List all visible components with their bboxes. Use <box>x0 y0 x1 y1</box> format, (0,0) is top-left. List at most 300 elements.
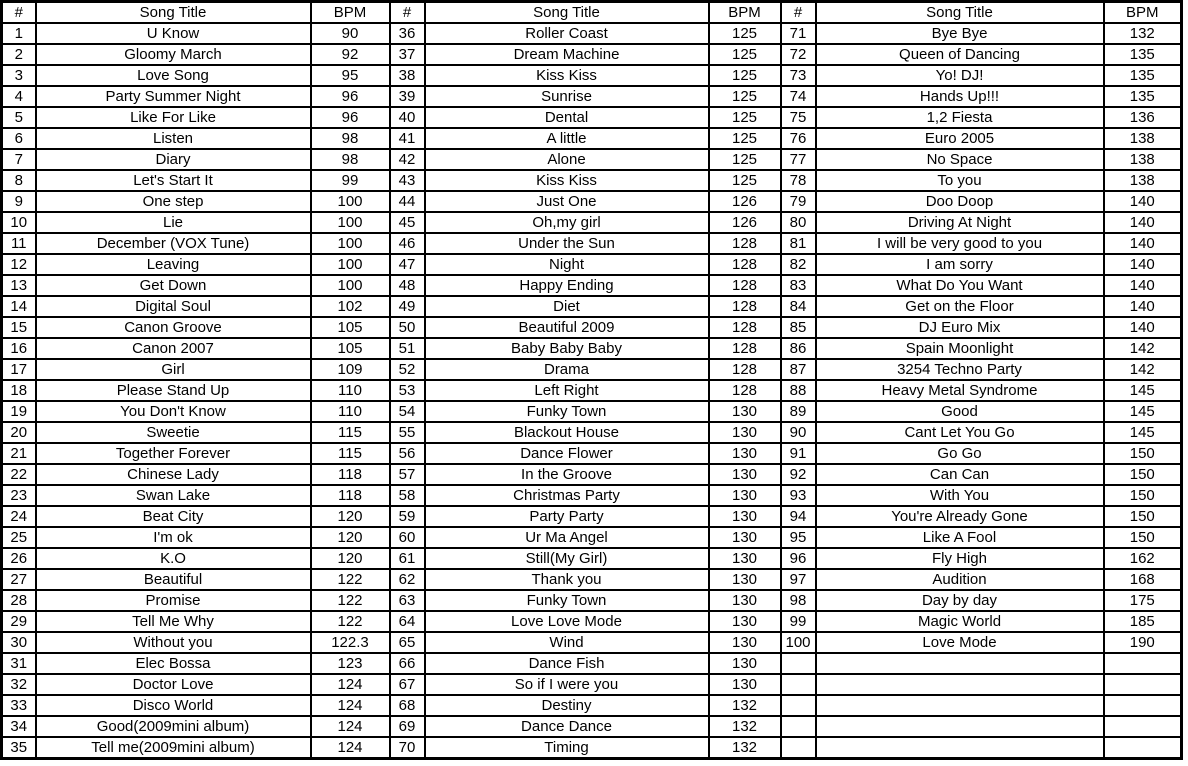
table-row <box>2 485 1182 506</box>
song-title-cell: DJ Euro Mix <box>816 317 1104 338</box>
song-title-cell: Just One <box>425 191 709 212</box>
table-row <box>2 506 1182 527</box>
bpm-cell: 140 <box>1104 212 1182 233</box>
empty-cell <box>1104 653 1182 674</box>
bpm-cell: 128 <box>709 296 781 317</box>
table-row <box>2 107 1182 128</box>
empty-cell <box>1104 737 1182 759</box>
table-row <box>2 275 1182 296</box>
bpm-cell: 118 <box>311 464 390 485</box>
row-number-cell: 78 <box>781 170 816 191</box>
empty-cell <box>1104 695 1182 716</box>
song-title-cell: I will be very good to you <box>816 233 1104 254</box>
empty-cell <box>781 653 816 674</box>
row-number-cell: 49 <box>390 296 425 317</box>
song-title-cell: Sunrise <box>425 86 709 107</box>
bpm-cell: 140 <box>1104 275 1182 296</box>
song-title-cell: Party Summer Night <box>36 86 311 107</box>
song-title-cell: Destiny <box>425 695 709 716</box>
song-title-cell: Diet <box>425 296 709 317</box>
row-number-cell: 53 <box>390 380 425 401</box>
song-title-cell: To you <box>816 170 1104 191</box>
bpm-cell: 130 <box>709 464 781 485</box>
song-title-cell: Drama <box>425 359 709 380</box>
song-title-cell: Disco World <box>36 695 311 716</box>
row-number-cell: 43 <box>390 170 425 191</box>
bpm-cell: 115 <box>311 443 390 464</box>
row-number-cell: 37 <box>390 44 425 65</box>
bpm-cell: 123 <box>311 653 390 674</box>
bpm-cell: 130 <box>709 653 781 674</box>
row-number-cell: 20 <box>2 422 36 443</box>
table-row <box>2 338 1182 359</box>
row-number-cell: 88 <box>781 380 816 401</box>
row-number-cell: 31 <box>2 653 36 674</box>
song-title-cell: Doctor Love <box>36 674 311 695</box>
row-number-cell: 61 <box>390 548 425 569</box>
row-number-cell: 77 <box>781 149 816 170</box>
song-title-cell: Yo! DJ! <box>816 65 1104 86</box>
bpm-cell: 136 <box>1104 107 1182 128</box>
row-number-cell: 68 <box>390 695 425 716</box>
song-title-cell: Love Song <box>36 65 311 86</box>
row-number-cell: 16 <box>2 338 36 359</box>
song-title-cell: Beautiful <box>36 569 311 590</box>
song-title-cell: Party Party <box>425 506 709 527</box>
row-number-cell: 10 <box>2 212 36 233</box>
bpm-cell: 128 <box>709 359 781 380</box>
song-title-cell: Dance Dance <box>425 716 709 737</box>
song-title-header: Song Title <box>425 2 709 24</box>
song-title-cell: Day by day <box>816 590 1104 611</box>
bpm-cell: 138 <box>1104 170 1182 191</box>
bpm-cell: 130 <box>709 506 781 527</box>
row-number-cell: 60 <box>390 527 425 548</box>
song-title-cell: I am sorry <box>816 254 1104 275</box>
bpm-cell: 90 <box>311 23 390 44</box>
bpm-cell: 105 <box>311 338 390 359</box>
row-number-cell: 69 <box>390 716 425 737</box>
bpm-cell: 145 <box>1104 422 1182 443</box>
table-row <box>2 527 1182 548</box>
row-number-cell: 51 <box>390 338 425 359</box>
song-title-cell: Chinese Lady <box>36 464 311 485</box>
table-row <box>2 380 1182 401</box>
bpm-cell: 130 <box>709 569 781 590</box>
row-number-cell: 46 <box>390 233 425 254</box>
bpm-cell: 98 <box>311 149 390 170</box>
song-title-cell: Like For Like <box>36 107 311 128</box>
row-number-cell: 67 <box>390 674 425 695</box>
bpm-cell: 132 <box>709 695 781 716</box>
row-number-cell: 15 <box>2 317 36 338</box>
bpm-cell: 142 <box>1104 338 1182 359</box>
song-title-cell: Heavy Metal Syndrome <box>816 380 1104 401</box>
bpm-cell: 132 <box>709 737 781 759</box>
row-number-cell: 38 <box>390 65 425 86</box>
bpm-cell: 135 <box>1104 44 1182 65</box>
row-number-header: # <box>781 2 816 24</box>
song-title-cell: Blackout House <box>425 422 709 443</box>
bpm-header: BPM <box>1104 2 1182 24</box>
row-number-cell: 12 <box>2 254 36 275</box>
bpm-cell: 125 <box>709 23 781 44</box>
bpm-cell: 132 <box>1104 23 1182 44</box>
bpm-cell: 135 <box>1104 65 1182 86</box>
song-title-cell: Good <box>816 401 1104 422</box>
song-title-cell: Like A Fool <box>816 527 1104 548</box>
row-number-cell: 39 <box>390 86 425 107</box>
table-header <box>2 2 1182 24</box>
song-title-cell: Queen of Dancing <box>816 44 1104 65</box>
table-row <box>2 44 1182 65</box>
bpm-cell: 185 <box>1104 611 1182 632</box>
row-number-cell: 34 <box>2 716 36 737</box>
bpm-header: BPM <box>311 2 390 24</box>
song-title-cell: Alone <box>425 149 709 170</box>
table-row <box>2 170 1182 191</box>
song-title-cell: Spain Moonlight <box>816 338 1104 359</box>
song-title-cell: You're Already Gone <box>816 506 1104 527</box>
bpm-cell: 98 <box>311 128 390 149</box>
table-row <box>2 443 1182 464</box>
bpm-cell: 125 <box>709 44 781 65</box>
row-number-cell: 36 <box>390 23 425 44</box>
song-title-cell: Doo Doop <box>816 191 1104 212</box>
bpm-cell: 128 <box>709 338 781 359</box>
bpm-cell: 105 <box>311 317 390 338</box>
row-number-cell: 2 <box>2 44 36 65</box>
bpm-cell: 140 <box>1104 191 1182 212</box>
table-body <box>2 23 1182 759</box>
song-title-cell: Get Down <box>36 275 311 296</box>
row-number-cell: 90 <box>781 422 816 443</box>
row-number-cell: 76 <box>781 128 816 149</box>
bpm-cell: 125 <box>709 86 781 107</box>
song-title-cell: Timing <box>425 737 709 759</box>
bpm-cell: 128 <box>709 317 781 338</box>
song-title-cell: 3254 Techno Party <box>816 359 1104 380</box>
row-number-cell: 82 <box>781 254 816 275</box>
row-number-cell: 72 <box>781 44 816 65</box>
row-number-cell: 47 <box>390 254 425 275</box>
row-number-cell: 50 <box>390 317 425 338</box>
bpm-cell: 110 <box>311 380 390 401</box>
bpm-cell: 118 <box>311 485 390 506</box>
bpm-cell: 142 <box>1104 359 1182 380</box>
row-number-cell: 97 <box>781 569 816 590</box>
song-title-cell: Baby Baby Baby <box>425 338 709 359</box>
table-row <box>2 632 1182 653</box>
row-number-cell: 22 <box>2 464 36 485</box>
row-number-cell: 83 <box>781 275 816 296</box>
song-title-cell: Tell Me Why <box>36 611 311 632</box>
table-row <box>2 191 1182 212</box>
bpm-cell: 125 <box>709 170 781 191</box>
row-number-cell: 89 <box>781 401 816 422</box>
row-number-cell: 14 <box>2 296 36 317</box>
song-title-cell: Together Forever <box>36 443 311 464</box>
empty-cell <box>816 653 1104 674</box>
row-number-cell: 11 <box>2 233 36 254</box>
row-number-cell: 4 <box>2 86 36 107</box>
song-title-cell: December (VOX Tune) <box>36 233 311 254</box>
bpm-cell: 130 <box>709 590 781 611</box>
table-row <box>2 296 1182 317</box>
row-number-cell: 55 <box>390 422 425 443</box>
bpm-cell: 145 <box>1104 401 1182 422</box>
row-number-cell: 86 <box>781 338 816 359</box>
row-number-cell: 96 <box>781 548 816 569</box>
song-title-cell: One step <box>36 191 311 212</box>
bpm-cell: 140 <box>1104 233 1182 254</box>
bpm-cell: 124 <box>311 695 390 716</box>
bpm-cell: 120 <box>311 506 390 527</box>
bpm-cell: 126 <box>709 191 781 212</box>
row-number-cell: 45 <box>390 212 425 233</box>
row-number-cell: 1 <box>2 23 36 44</box>
row-number-cell: 66 <box>390 653 425 674</box>
empty-cell <box>781 716 816 737</box>
row-number-cell: 29 <box>2 611 36 632</box>
bpm-cell: 122 <box>311 611 390 632</box>
bpm-cell: 109 <box>311 359 390 380</box>
bpm-cell: 128 <box>709 233 781 254</box>
table-row <box>2 590 1182 611</box>
song-title-cell: Magic World <box>816 611 1104 632</box>
row-number-cell: 18 <box>2 380 36 401</box>
bpm-cell: 130 <box>709 548 781 569</box>
song-title-cell: Beat City <box>36 506 311 527</box>
row-number-cell: 35 <box>2 737 36 759</box>
table-row <box>2 317 1182 338</box>
song-title-cell: Leaving <box>36 254 311 275</box>
song-title-cell: Go Go <box>816 443 1104 464</box>
song-title-cell: Bye Bye <box>816 23 1104 44</box>
row-number-cell: 9 <box>2 191 36 212</box>
song-title-cell: What Do You Want <box>816 275 1104 296</box>
song-title-cell: Ur Ma Angel <box>425 527 709 548</box>
bpm-cell: 124 <box>311 674 390 695</box>
row-number-cell: 27 <box>2 569 36 590</box>
row-number-cell: 92 <box>781 464 816 485</box>
row-number-cell: 65 <box>390 632 425 653</box>
bpm-cell: 96 <box>311 107 390 128</box>
bpm-cell: 130 <box>709 527 781 548</box>
table-row <box>2 212 1182 233</box>
table-row <box>2 65 1182 86</box>
empty-cell <box>781 737 816 759</box>
row-number-cell: 91 <box>781 443 816 464</box>
row-number-cell: 87 <box>781 359 816 380</box>
song-title-cell: Fly High <box>816 548 1104 569</box>
bpm-cell: 130 <box>709 443 781 464</box>
bpm-cell: 125 <box>709 107 781 128</box>
song-title-cell: Listen <box>36 128 311 149</box>
row-number-cell: 57 <box>390 464 425 485</box>
bpm-cell: 128 <box>709 380 781 401</box>
song-title-cell: Still(My Girl) <box>425 548 709 569</box>
song-title-cell: Beautiful 2009 <box>425 317 709 338</box>
table-row <box>2 359 1182 380</box>
bpm-cell: 122 <box>311 569 390 590</box>
table-row <box>2 86 1182 107</box>
song-title-cell: You Don't Know <box>36 401 311 422</box>
bpm-cell: 124 <box>311 716 390 737</box>
song-title-cell: Let's Start It <box>36 170 311 191</box>
row-number-cell: 59 <box>390 506 425 527</box>
bpm-cell: 124 <box>311 737 390 759</box>
bpm-cell: 120 <box>311 548 390 569</box>
bpm-cell: 100 <box>311 191 390 212</box>
song-title-cell: Diary <box>36 149 311 170</box>
empty-cell <box>816 674 1104 695</box>
row-number-cell: 95 <box>781 527 816 548</box>
bpm-cell: 130 <box>709 401 781 422</box>
row-number-cell: 62 <box>390 569 425 590</box>
table-row <box>2 128 1182 149</box>
bpm-cell: 130 <box>709 632 781 653</box>
bpm-cell: 125 <box>709 128 781 149</box>
song-title-cell: Under the Sun <box>425 233 709 254</box>
song-title-cell: 1,2 Fiesta <box>816 107 1104 128</box>
row-number-cell: 81 <box>781 233 816 254</box>
bpm-cell: 95 <box>311 65 390 86</box>
row-number-cell: 5 <box>2 107 36 128</box>
row-number-cell: 19 <box>2 401 36 422</box>
row-number-cell: 58 <box>390 485 425 506</box>
bpm-cell: 140 <box>1104 317 1182 338</box>
bpm-cell: 126 <box>709 212 781 233</box>
row-number-header: # <box>390 2 425 24</box>
table-row <box>2 548 1182 569</box>
bpm-cell: 100 <box>311 254 390 275</box>
bpm-cell: 120 <box>311 527 390 548</box>
bpm-cell: 128 <box>709 254 781 275</box>
row-number-cell: 13 <box>2 275 36 296</box>
row-number-cell: 98 <box>781 590 816 611</box>
row-number-cell: 48 <box>390 275 425 296</box>
row-number-cell: 32 <box>2 674 36 695</box>
row-number-cell: 23 <box>2 485 36 506</box>
row-number-cell: 42 <box>390 149 425 170</box>
row-number-cell: 30 <box>2 632 36 653</box>
song-title-cell: Kiss Kiss <box>425 170 709 191</box>
song-title-cell: Girl <box>36 359 311 380</box>
table-row <box>2 611 1182 632</box>
empty-cell <box>1104 716 1182 737</box>
row-number-cell: 73 <box>781 65 816 86</box>
row-number-cell: 85 <box>781 317 816 338</box>
bpm-cell: 122.3 <box>311 632 390 653</box>
song-title-cell: Good(2009mini album) <box>36 716 311 737</box>
bpm-cell: 92 <box>311 44 390 65</box>
bpm-cell: 140 <box>1104 254 1182 275</box>
bpm-cell: 130 <box>709 674 781 695</box>
bpm-cell: 100 <box>311 233 390 254</box>
row-number-cell: 28 <box>2 590 36 611</box>
song-title-cell: Audition <box>816 569 1104 590</box>
bpm-cell: 125 <box>709 65 781 86</box>
row-number-cell: 24 <box>2 506 36 527</box>
song-title-cell: Elec Bossa <box>36 653 311 674</box>
bpm-cell: 175 <box>1104 590 1182 611</box>
table-row <box>2 674 1182 695</box>
bpm-cell: 130 <box>709 611 781 632</box>
bpm-cell: 190 <box>1104 632 1182 653</box>
row-number-cell: 21 <box>2 443 36 464</box>
bpm-cell: 150 <box>1104 506 1182 527</box>
row-number-cell: 8 <box>2 170 36 191</box>
table-row <box>2 149 1182 170</box>
bpm-cell: 150 <box>1104 464 1182 485</box>
song-title-cell: Dance Flower <box>425 443 709 464</box>
song-title-cell: Roller Coast <box>425 23 709 44</box>
bpm-cell: 135 <box>1104 86 1182 107</box>
song-title-cell: Get on the Floor <box>816 296 1104 317</box>
song-title-cell: Without you <box>36 632 311 653</box>
row-number-cell: 7 <box>2 149 36 170</box>
song-title-cell: Love Mode <box>816 632 1104 653</box>
song-title-cell: Promise <box>36 590 311 611</box>
bpm-cell: 128 <box>709 275 781 296</box>
row-number-cell: 70 <box>390 737 425 759</box>
song-title-cell: Can Can <box>816 464 1104 485</box>
empty-cell <box>1104 674 1182 695</box>
row-number-cell: 41 <box>390 128 425 149</box>
bpm-cell: 150 <box>1104 443 1182 464</box>
table-row <box>2 401 1182 422</box>
song-title-cell: Left Right <box>425 380 709 401</box>
song-title-cell: No Space <box>816 149 1104 170</box>
row-number-cell: 75 <box>781 107 816 128</box>
song-title-cell: Swan Lake <box>36 485 311 506</box>
row-number-cell: 52 <box>390 359 425 380</box>
row-number-cell: 25 <box>2 527 36 548</box>
song-title-cell: Sweetie <box>36 422 311 443</box>
table-row <box>2 464 1182 485</box>
bpm-cell: 150 <box>1104 485 1182 506</box>
song-title-cell: Wind <box>425 632 709 653</box>
bpm-cell: 99 <box>311 170 390 191</box>
bpm-cell: 125 <box>709 149 781 170</box>
row-number-cell: 94 <box>781 506 816 527</box>
song-title-header: Song Title <box>36 2 311 24</box>
table-row <box>2 23 1182 44</box>
song-title-cell: Canon Groove <box>36 317 311 338</box>
table-row <box>2 569 1182 590</box>
song-title-cell: Dream Machine <box>425 44 709 65</box>
row-number-cell: 74 <box>781 86 816 107</box>
bpm-cell: 168 <box>1104 569 1182 590</box>
song-title-cell: Happy Ending <box>425 275 709 296</box>
song-title-cell: So if I were you <box>425 674 709 695</box>
row-number-cell: 99 <box>781 611 816 632</box>
row-number-cell: 64 <box>390 611 425 632</box>
row-number-cell: 40 <box>390 107 425 128</box>
row-number-cell: 56 <box>390 443 425 464</box>
empty-cell <box>816 695 1104 716</box>
empty-cell <box>816 737 1104 759</box>
bpm-cell: 162 <box>1104 548 1182 569</box>
song-title-cell: Lie <box>36 212 311 233</box>
song-title-cell: Funky Town <box>425 401 709 422</box>
table-row <box>2 695 1182 716</box>
empty-cell <box>781 695 816 716</box>
song-title-cell: A little <box>425 128 709 149</box>
song-title-cell: I'm ok <box>36 527 311 548</box>
song-title-cell: Tell me(2009mini album) <box>36 737 311 759</box>
